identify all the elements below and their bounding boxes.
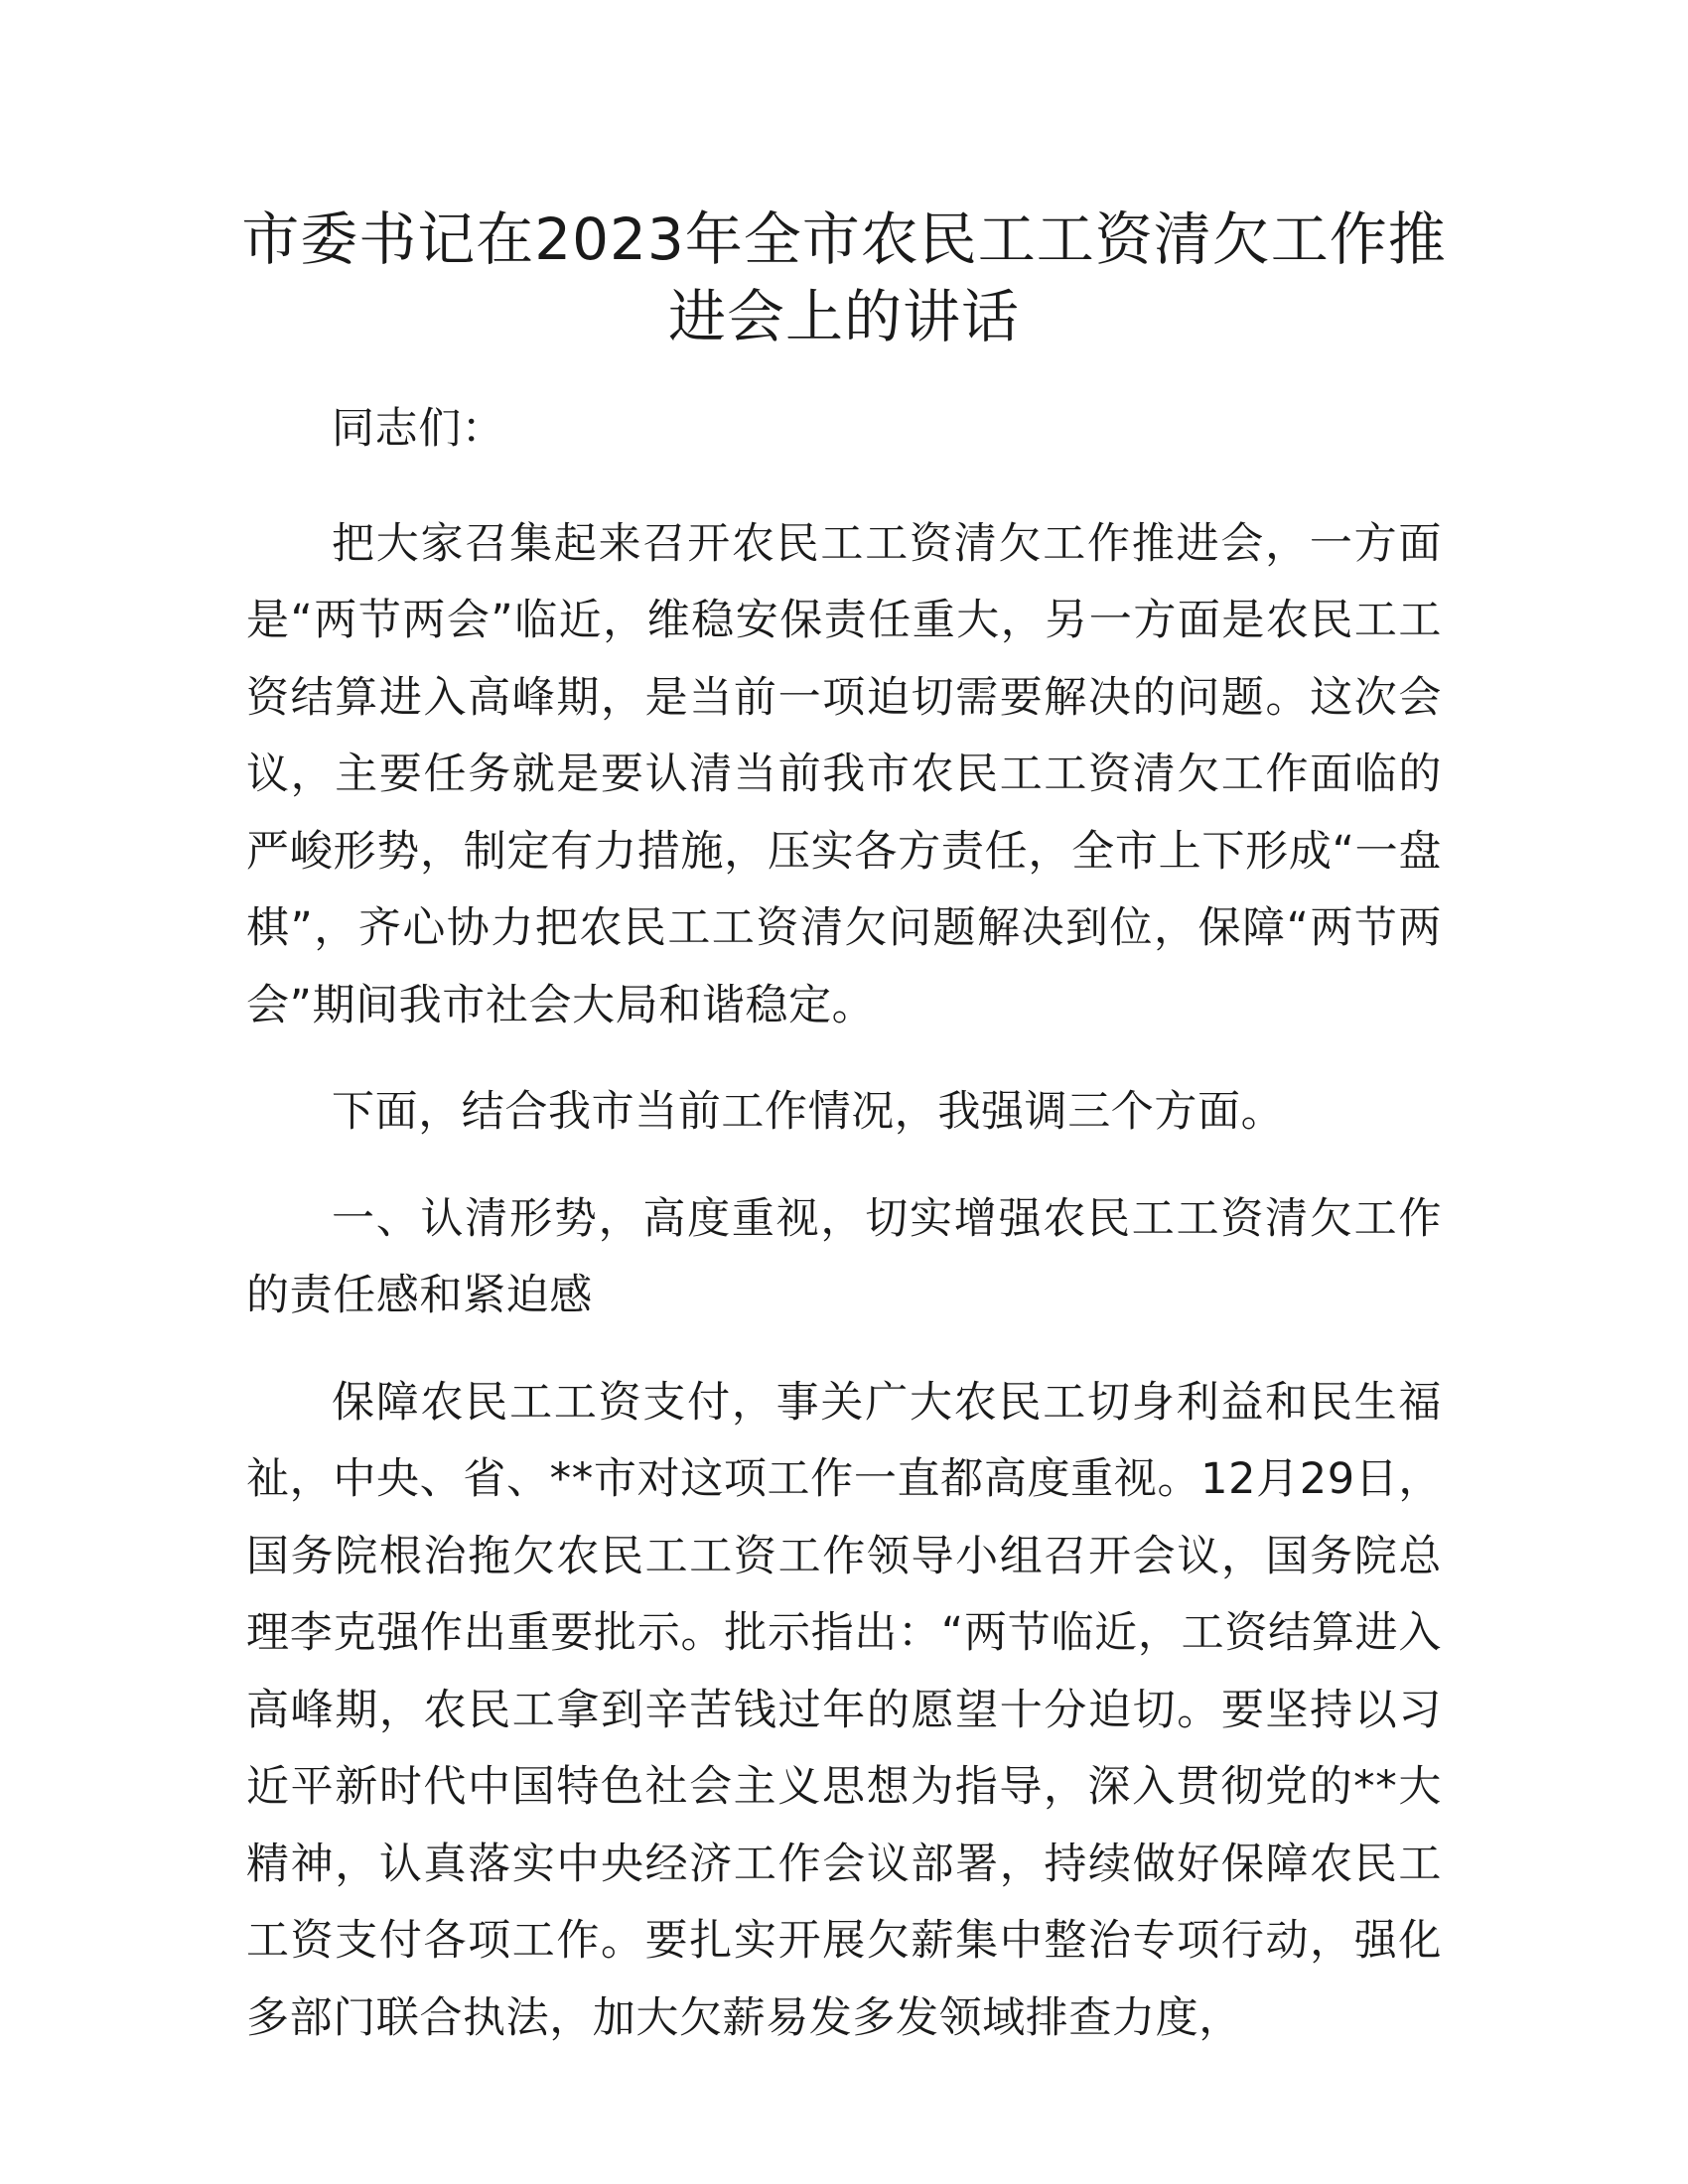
document-title-line-1: 市委书记在2023年全市农民工工资清欠工作推 bbox=[241, 205, 1447, 273]
section-heading: 一、认清形势，高度重视，切实增强农民工工资清欠工作的责任感和紧迫感 bbox=[246, 1193, 1442, 1320]
transition-paragraph: 下面，结合我市当前工作情况，我强调三个方面。 bbox=[332, 1087, 1285, 1137]
section-paragraph: 保障农民工工资支付，事关广大农民工切身利益和民生福祉，中央、省、**市对这项工作一直都高度重视。12月29日，国务院根治拖欠农民工工资工作领导小组召开会议，国务院总理李克强作出重要批示。批示指出：“两节临近，工资结算进入高峰期，农民工拿到辛苦钱过年的愿望十分迫切。要坚持以习近平新时代中国特色社会主义思想为指导，深入贯彻党的**大精神，认真落实中央经济工作会议部署，持续做好保障农民工工资支付各项工作。要扎实开展欠薪集中整治专项行动，强化多部门联合执法，加大欠薪易发多发领域排查力度， bbox=[246, 1377, 1442, 2043]
greeting: 同志们： bbox=[332, 404, 505, 454]
document-title bbox=[199, 201, 1489, 355]
document-body bbox=[246, 391, 1442, 2087]
intro-paragraph: 把大家召集起来召开农民工工资清欠工作推进会，一方面是“两节两会”临近，维稳安保责任重大，另一方面是农民工工资结算进入高峰期，是当前一项迫切需要解决的问题。这次会议，主要任务就是要认清当前我市农民工工资清欠工作面临的严峻形势，制定有力措施，压实各方责任，全市上下形成“一盘棋”，齐心协力把农民工工资清欠问题解决到位，保障“两节两会”期间我市社会大局和谐稳定。 bbox=[246, 518, 1442, 1030]
document-title-line-2: 进会上的讲话 bbox=[667, 283, 1020, 350]
